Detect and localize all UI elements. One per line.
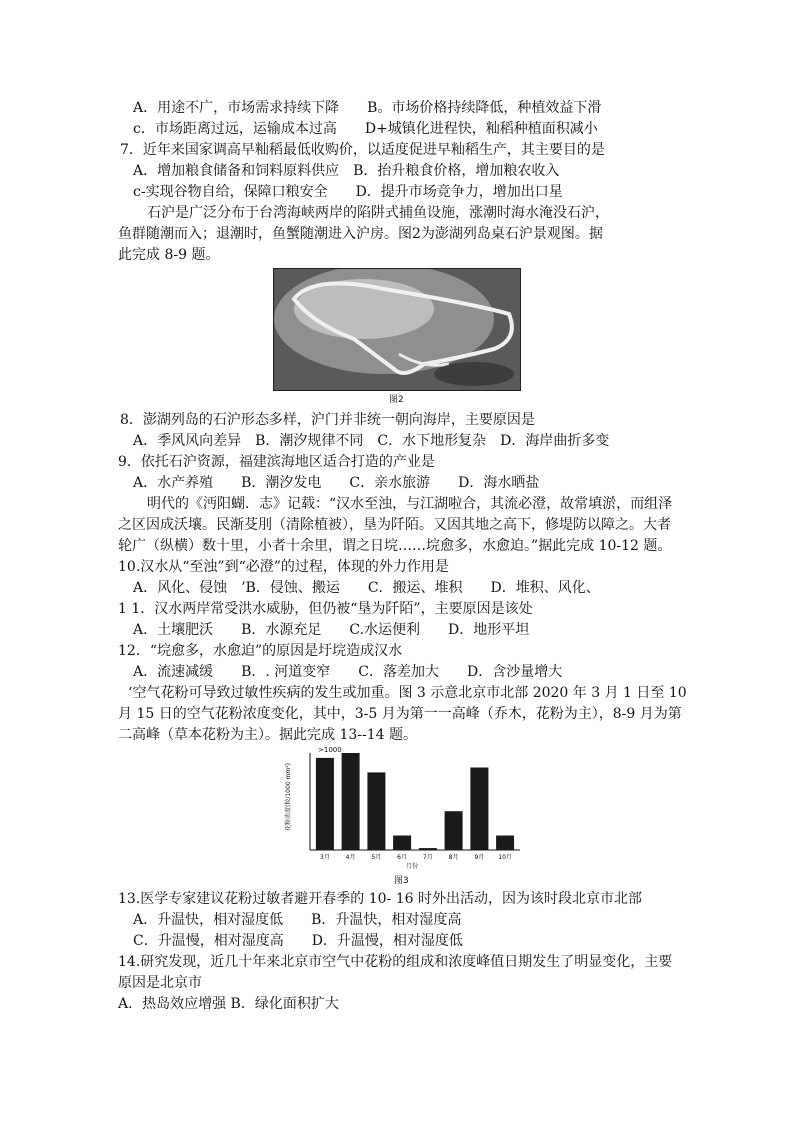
q7-options-ab: A．增加粮食储备和饲料原料供应 B．抬升粮食价格，增加粮农收入: [133, 163, 560, 179]
q11-stem: 1 1．汉水两岸常受洪水威胁，但仍被“垦为阡陌”，主要原因是该处: [118, 601, 533, 617]
q12-stem: 12．“垸愈多，水愈迫”的原因是圩垸造成汉水: [118, 643, 403, 659]
figure2-caption: 图2: [389, 395, 404, 405]
pollen-bar-6: [445, 811, 463, 850]
passage-mianyang-3: 轮广（纵横）数十里，小者十余里，谓之日垸……垸愈多，水愈迫。”据此完成 10-12 题。: [118, 538, 672, 554]
passage-stone-weir-3: 此完成 8-9 题。: [118, 247, 220, 263]
q13-stem: 13.医学专家建议花粉过敏者避开春季的 10- 16 时外出活动，因为该时段北京市北部: [118, 891, 642, 907]
q13-options-ab: A．升温快，相对湿度低 B．升温快，相对湿度高: [133, 912, 462, 928]
pollen-bar-1: [316, 758, 334, 850]
passage-pollen-3: 二高峰（草本花粉为主）。据此完成 13--14 题。: [118, 727, 417, 743]
chart-x-label: 月份: [406, 863, 419, 870]
chart-top-label: >1000: [318, 746, 342, 754]
q8-stem: 8．澎湖列岛的石沪形态多样，沪门并非统一朝向海岸，主要原因是: [120, 412, 535, 428]
q10-stem: 10.汉水从“至浊”到“必澄”的过程，体现的外力作用是: [118, 559, 449, 575]
q7-options-cd: c-实现谷物自给，保障口粮安全 D．提升市场竞争力，增加出口星: [133, 184, 563, 200]
month-tick-label: 6月: [397, 854, 408, 861]
q9-options: A．水产养殖 B．潮汐发电 C．亲水旅游 D．海水晒盐: [133, 475, 540, 491]
pollen-chart: [270, 743, 530, 873]
q6-options-ab: A．用途不广，市场需求持续下降 B。市场价格持续降低，种植效益下滑: [133, 100, 602, 116]
month-tick-label: 3月: [319, 854, 330, 861]
pollen-bar-3: [367, 772, 385, 850]
passage-pollen-1: ‘空气花粉可导致过敏性疾病的发生或加重。图 3 示意北京市北部 2020 年 3 月 1 日至 10: [128, 685, 687, 701]
figure3-caption: 图3: [394, 876, 409, 886]
passage-mianyang-2: 之区因成沃壤。民渐芟刖（清除植被），垦为阡陌。又因其地之高下，修堤防以障之。大者: [118, 517, 671, 533]
pollen-bar-5: [419, 848, 437, 850]
q9-stem: 9．依托石沪资源，福建滨海地区适合打造的产业是: [118, 454, 435, 470]
pollen-bar-2: [342, 753, 360, 850]
month-tick-label: 4月: [345, 854, 356, 861]
q6-options-cd: c．市场距离过远，运输成本过高 D+城镇化进程快，籼稻种植面积减小: [133, 121, 598, 137]
chart-y-label: 花粉浓度(粒/1000 mm²): [285, 763, 292, 831]
pollen-bar-4: [393, 836, 411, 851]
q10-options: A．风化、侵蚀 ’B．侵蚀、搬运 C．搬运、堆积 D．堆积、风化、: [133, 580, 600, 596]
q14-stem-2: 原因是北京市: [118, 975, 202, 991]
stone-weir-photo: [273, 268, 521, 391]
q8-options: A．季风风向差异 B．潮汐规律不同 C．水下地形复杂 D．海岸曲折多变: [133, 433, 610, 449]
passage-stone-weir-2: 鱼群随潮而入；退潮时，鱼蟹随潮进入沪房。图2为澎湖列岛桌石沪景观图。据: [118, 226, 603, 242]
passage-stone-weir-1: 石沪是广泛分布于台湾海峡两岸的陷阱式捕鱼设施，涨潮时海水淹没石沪，: [147, 205, 609, 221]
month-tick-label: 10月: [498, 854, 512, 861]
pollen-bar-7: [470, 768, 488, 851]
month-tick-label: 5月: [371, 854, 382, 861]
month-tick-label: 7月: [422, 854, 433, 861]
q12-options: A．流速减缓 B．. 河道变窄 C．落差加大 D．含沙量增大: [133, 664, 563, 680]
pollen-bar-8: [496, 836, 514, 851]
q7-stem: 7．近年来国家调高早籼稻最低收购价，以适度促进早籼稻生产，其主要目的是: [120, 142, 605, 158]
passage-mianyang-1: 明代的《沔阳蝴．志》记载：“汉水至浊，与江湖啦合，其流必澄，故常填淤，而组泽: [147, 496, 673, 512]
q11-options: A．土壤肥沃 B．水源充足 C.水运便利 D．地形平坦: [133, 622, 530, 638]
month-tick-label: 8月: [448, 854, 459, 861]
q14-options: A．热岛效应增强 B．绿化面积扩大: [118, 996, 339, 1012]
month-tick-label: 9月: [474, 854, 485, 861]
passage-pollen-2: 月 15 日的空气花粉浓度变化，其中，3-5 月为第一一高峰（乔木，花粉为主），8-9 月为第: [118, 706, 682, 722]
q13-options-cd: C．升温慢，相对湿度高 D．升温慢，相对湿度低: [133, 933, 463, 949]
q14-stem-1: 14.研究发现，近几十年来北京市空气中花粉的组成和浓度峰值日期发生了明显变化，主要: [118, 954, 673, 970]
